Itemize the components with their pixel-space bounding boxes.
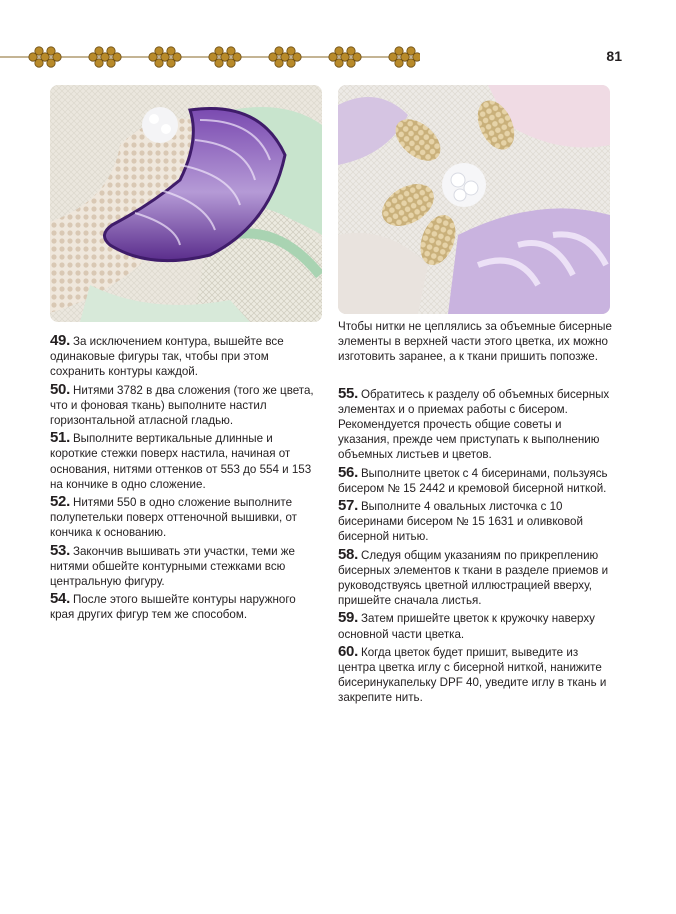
step-49 [50,333,320,380]
step-52 [50,494,320,541]
step-text: Выполните 4 овальных листочка с 10 бисеринами бисером № 15 1631 и оливковой бисерной нитью. [338,500,583,544]
bead-cluster [269,47,301,67]
step-55 [338,386,612,463]
step-56 [338,465,612,496]
embroidery-photo-beaded-flower [338,85,610,314]
step-number: 60. [338,642,358,660]
step-text: Закончив вышивать эти участки, теми же нитями обшейте контурными стежками всю центральную фигуру. [50,544,295,589]
step-text: Следуя общим указаниям по прикреплению бисерных элементов к ткани в разделе приемов и руководствуясь цветной иллюстрацией вверху, пришейте сначала листья. [338,548,609,608]
step-50 [50,382,320,429]
step-text: Выполните цветок с 4 бисеринами, пользуясь бисером № 15 2442 и кремовой бисерной ниткой. [338,466,608,495]
step-text: Когда цветок будет пришит, выведите из центра цветка иглу с бисерной ниткой, нанижите бисеринукапельку DPF 40, уведите иглу в ткань и закрепите нить. [338,645,607,705]
step-number: 52. [50,493,70,511]
step-58 [338,547,612,609]
instructions-left-column [50,333,320,625]
step-number: 56. [338,463,358,481]
step-text: За исключением контура, вышейте все одинаковые фигуры так, чтобы при этом сохранить контуры каждой. [50,335,284,379]
bead-string-ornament [0,38,420,72]
instructions-right-column [338,319,612,708]
embroidery-photo-petal [50,85,322,322]
step-54 [50,591,320,622]
step-number: 50. [50,380,70,398]
step-number: 59. [338,609,358,627]
step-text: После этого вышейте контуры наружного края других фигур тем же способом. [50,593,296,622]
step-number: 53. [50,541,70,559]
step-number: 55. [338,384,358,402]
step-59 [338,610,612,641]
bead-cluster [389,47,420,67]
step-number: 58. [338,545,358,563]
page-number: 81 [606,48,622,64]
step-53 [50,543,320,590]
bead-cluster [149,47,181,67]
step-text: Затем пришейте цветок к кружочку наверху основной части цветка. [338,612,595,641]
bead-cluster [209,47,241,67]
step-text: Обратитесь к разделу об объемных бисерных элементах и о приемах работы с бисером. Рекомендуется прочесть общие советы и указания, прежде чем приступать к выполнению объемных листьев и цветов. [338,387,610,462]
step-57 [338,498,612,545]
step-number: 54. [50,590,70,608]
step-number: 57. [338,497,358,515]
bead-cluster [29,47,61,67]
step-text: Нитями 3782 в два сложения (того же цвета, что и фоновая ткань) выполните настил горизонтальной атласной гладью. [50,383,314,428]
step-text: Нитями 550 в одно сложение выполните полупетельки поверх оттеночной вышивки, от кончика к основанию. [50,496,297,540]
step-60 [338,644,612,706]
bead-cluster [329,47,361,67]
step-number: 49. [50,332,70,349]
bead-cluster [89,47,121,67]
step-number: 51. [50,429,70,447]
step-51 [50,430,320,492]
intro-note: Чтобы нитки не цеплялись за объемные бисерные элементы в верхней части этого цветка, их можно изготовить заранее, а к ткани пришить попозже. [338,320,612,364]
step-text: Выполните вертикальные длинные и короткие стежки поверх настила, начиная от основания, нитями оттенков от 553 до 554 и 153 на кончике в одно сложение. [50,432,312,491]
